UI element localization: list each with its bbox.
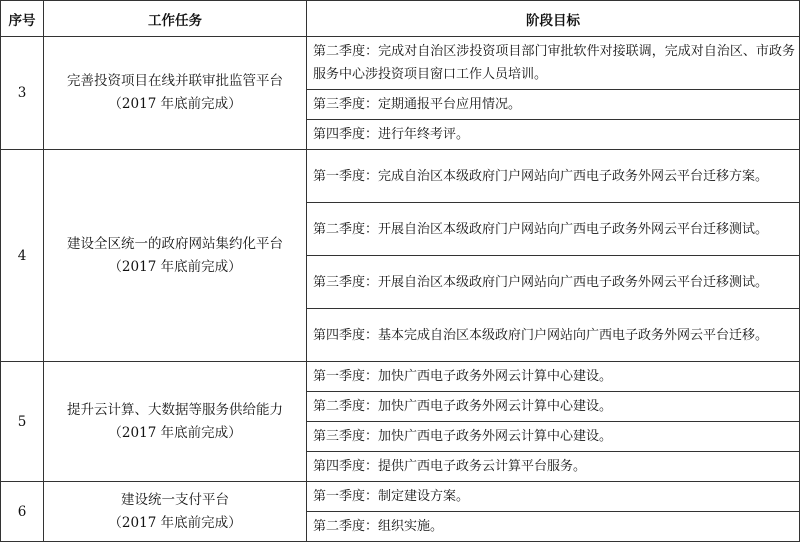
table-row [1, 150, 800, 203]
goal-cell: 第二季度：完成对自治区涉投资项目部门审批软件对接联调，完成对自治区、市政务服务中心涉投资项目窗口工作人员培训。 [307, 37, 800, 90]
header-index: 序号 [1, 1, 44, 37]
goal-cell: 第二季度：加快广西电子政务外网云计算中心建设。 [307, 392, 800, 422]
goal-cell: 第一季度：制定建设方案。 [307, 482, 800, 512]
task-deadline: （2017 年底前完成） [108, 424, 242, 441]
table-row [1, 482, 800, 512]
header-goal: 阶段目标 [307, 1, 800, 37]
task-title: 建设全区统一的政府网站集约化平台 [67, 235, 283, 252]
header-row [1, 1, 800, 37]
task-title: 建设统一支付平台 [121, 491, 229, 508]
goal-cell: 第一季度：完成自治区本级政府门户网站向广西电子政务外网云平台迁移方案。 [307, 150, 800, 203]
goal-cell: 第二季度：组织实施。 [307, 512, 800, 542]
task-deadline: （2017 年底前完成） [108, 96, 242, 112]
table-row [1, 362, 800, 392]
row-index: 4 [1, 150, 44, 362]
task-cell [44, 482, 307, 542]
task-cell [44, 362, 307, 482]
goal-cell: 第三季度：开展自治区本级政府门户网站向广西电子政务外网云平台迁移测试。 [307, 256, 800, 309]
goal-cell: 第三季度：定期通报平台应用情况。 [307, 90, 800, 120]
task-deadline: （2017 年底前完成） [108, 258, 242, 275]
goal-cell: 第一季度：加快广西电子政务外网云计算中心建设。 [307, 362, 800, 392]
task-deadline: （2017 年底前完成） [108, 514, 242, 531]
task-title: 完善投资项目在线并联审批监管平台 [67, 73, 283, 89]
goal-cell: 第三季度：加快广西电子政务外网云计算中心建设。 [307, 422, 800, 452]
goal-cell: 第四季度：进行年终考评。 [307, 120, 800, 150]
goal-cell: 第二季度：开展自治区本级政府门户网站向广西电子政务外网云平台迁移测试。 [307, 203, 800, 256]
task-cell [44, 37, 307, 150]
row-index: 3 [1, 37, 44, 150]
row-index: 6 [1, 482, 44, 542]
row-index: 5 [1, 362, 44, 482]
header-task: 工作任务 [44, 1, 307, 37]
goal-cell: 第四季度：基本完成自治区本级政府门户网站向广西电子政务外网云平台迁移。 [307, 309, 800, 362]
table-row [1, 37, 800, 90]
goal-cell: 第四季度：提供广西电子政务云计算平台服务。 [307, 452, 800, 482]
task-title: 提升云计算、大数据等服务供给能力 [67, 401, 283, 418]
task-cell [44, 150, 307, 362]
